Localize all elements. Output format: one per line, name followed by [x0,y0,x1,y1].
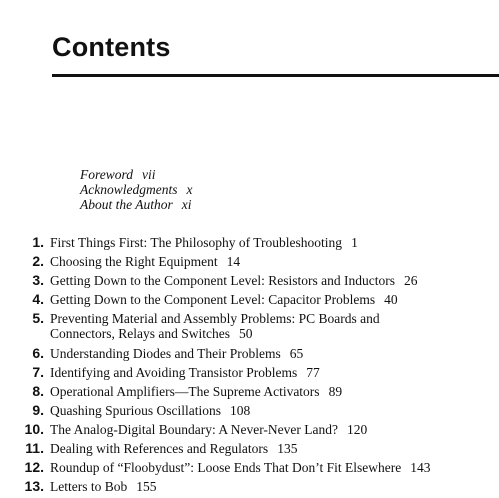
front-matter-page: xi [181,197,192,212]
chapter-title: Getting Down to the Component Level: Capacitor Problems 40 [50,292,398,307]
chapter-entry [0,479,499,498]
chapter-number: 11. [25,440,44,456]
chapter-number: 1. [32,234,44,250]
chapter-title: Getting Down to the Component Level: Resistors and Inductors 26 [50,273,418,288]
chapter-title: Choosing the Right Equipment 14 [50,254,241,269]
chapter-entry [0,235,499,254]
chapter-entry [0,422,499,441]
chapter-entry [0,365,499,384]
chapter-page: 14 [226,254,241,269]
chapter-entry [0,311,499,346]
chapter-entry [0,403,499,422]
chapter-entry [0,460,499,479]
chapter-title: Letters to Bob 155 [50,479,157,494]
chapter-title: Identifying and Avoiding Transistor Problems 77 [50,365,320,380]
chapter-number: 10. [24,421,44,437]
chapter-page: 143 [410,460,431,475]
chapter-page: 65 [289,346,304,361]
front-matter-title: About the Author [80,197,173,212]
chapter-title: Roundup of “Floobydust”: Loose Ends That Don’t Fit Elsewhere 143 [50,460,431,475]
chapter-title: Quashing Spurious Oscillations 108 [50,403,251,418]
page-title: Contents [52,32,171,62]
chapter-title: Dealing with References and Regulators 135 [50,441,298,456]
chapter-entry [0,384,499,403]
chapter-page: 40 [384,292,398,307]
chapter-page: 120 [347,422,368,437]
front-matter-title: Acknowledgments [80,182,178,197]
chapter-page: 135 [277,441,298,456]
chapter-title: Preventing Material and Assembly Problems: PC Boards and Connectors, Relays and Switches 50 [50,311,380,341]
chapter-page: 155 [136,479,157,494]
chapter-title: Operational Amplifiers—The Supreme Activators 89 [50,384,343,399]
chapter-page: 89 [328,384,343,399]
chapter-number: 4. [32,291,44,307]
chapter-entry [0,292,499,311]
chapter-number: 3. [32,272,44,288]
chapter-number: 2. [32,253,44,269]
front-matter-item [80,167,192,182]
heading-rule [52,74,499,77]
chapter-title: First Things First: The Philosophy of Troubleshooting 1 [50,235,358,250]
chapter-title: The Analog-Digital Boundary: A Never-Never Land? 120 [50,422,368,437]
chapter-number: 8. [32,383,44,399]
chapter-number: 7. [32,364,44,380]
chapter-list [0,235,499,498]
chapter-page: 108 [230,403,251,418]
front-matter-page: x [186,182,193,197]
chapter-page: 77 [306,365,320,380]
chapter-number: 13. [24,478,44,494]
front-matter-page: vii [142,167,156,182]
front-matter-item [80,197,192,212]
front-matter-item [80,182,192,197]
chapter-entry [0,273,499,292]
chapter-number: 9. [32,402,44,418]
chapter-page: 1 [351,235,358,250]
chapter-number: 6. [32,345,44,361]
chapter-number: 5. [32,310,44,326]
front-matter-title: Foreword [80,167,133,182]
chapter-number: 12. [24,459,44,475]
chapter-page: 26 [403,273,418,288]
chapter-page: 50 [238,326,253,341]
chapter-entry [0,441,499,460]
front-matter-list [80,167,192,212]
chapter-entry [0,346,499,365]
chapter-title: Understanding Diodes and Their Problems 65 [50,346,304,361]
chapter-entry [0,254,499,273]
